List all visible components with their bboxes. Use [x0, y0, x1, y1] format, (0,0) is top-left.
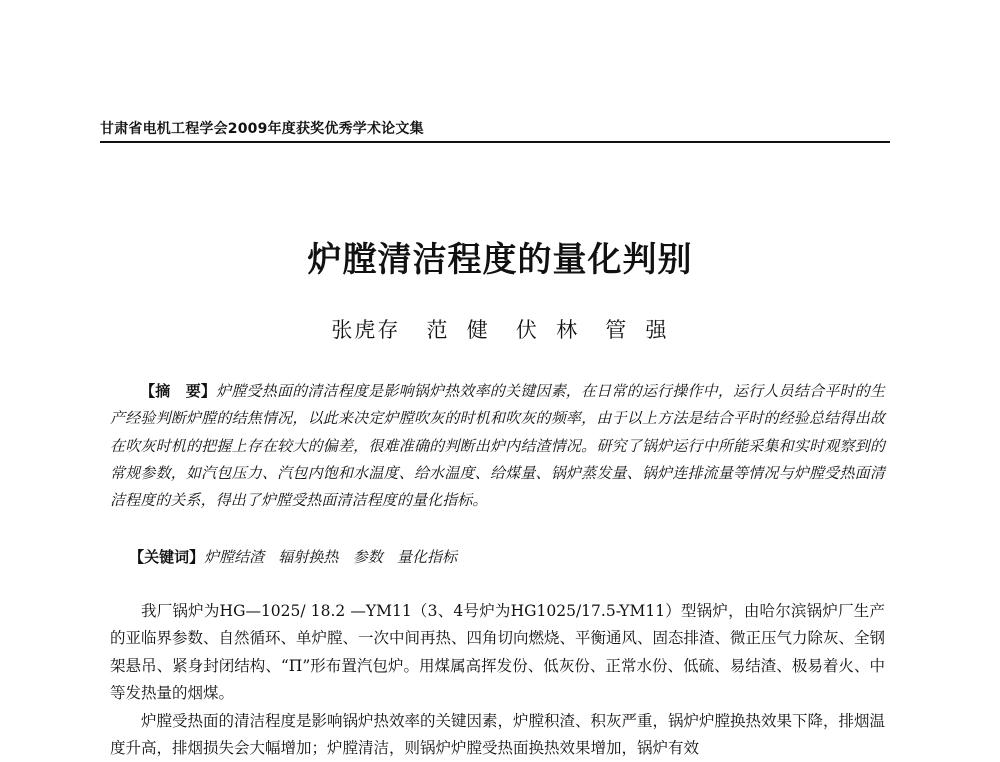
- body-paragraph: 我厂锅炉为HG—1025/ 18.2 —YM11（3、4号炉为HG1025/17.5-YM11）型锅炉，由哈尔滨锅炉厂生产的亚临界参数、自然循环、单炉膛、一次中间再热、四角切向燃烧、平衡通风、固态排渣、微正压气力除灰、全钢架悬吊、紧身封闭结构、“Π”形布置汽包炉。用煤属高挥发份、低灰份、正常水份、低硫、易结渣、极易着火、中等发热量的烟煤。: [110, 602, 886, 703]
- body-text: [110, 598, 885, 762]
- abstract-text: 炉膛受热面的清洁程度是影响锅炉热效率的关键因素，在日常的运行操作中，运行人员结合平时的生产经验判断炉膛的结焦情况，以此来决定炉膛吹灰的时机和吹灰的频率，由于以上方法是结合平时的经验总结得出故在吹灰时机的把握上存在较大的偏差，很难准确的判断出炉内结渣情况。研究了锅炉运行中所能采集和实时观察到的常规参数，如汽包压力、汽包内饱和水温度、给水温度、给煤量、锅炉蒸发量、锅炉连排流量等情况与炉膛受热面清洁程度的关系，得出了炉膛受热面清洁程度的量化指标。: [110, 382, 885, 510]
- abstract: [110, 378, 885, 514]
- keywords-label: 【关键词】: [129, 548, 205, 566]
- paper-title: 炉膛清洁程度的量化判别: [307, 240, 693, 280]
- keywords: [110, 546, 885, 567]
- paper-authors: 张虎存 范 健 伏 林 管 强: [331, 318, 669, 342]
- running-header: 甘肃省电机工程学会2009年度获奖优秀学术论文集: [100, 118, 890, 143]
- keywords-text: 炉膛结渣 辐射换热 参数 量化指标: [204, 548, 458, 566]
- body-paragraph: 炉膛受热面的清洁程度是影响锅炉热效率的关键因素，炉膛积渣、积灰严重，锅炉炉膛换热效果下降，排烟温度升高，排烟损失会大幅增加；炉膛清洁，则锅炉炉膛受热面换热效果增加，锅炉有效: [110, 711, 886, 758]
- abstract-label: 【摘 要】: [140, 382, 217, 400]
